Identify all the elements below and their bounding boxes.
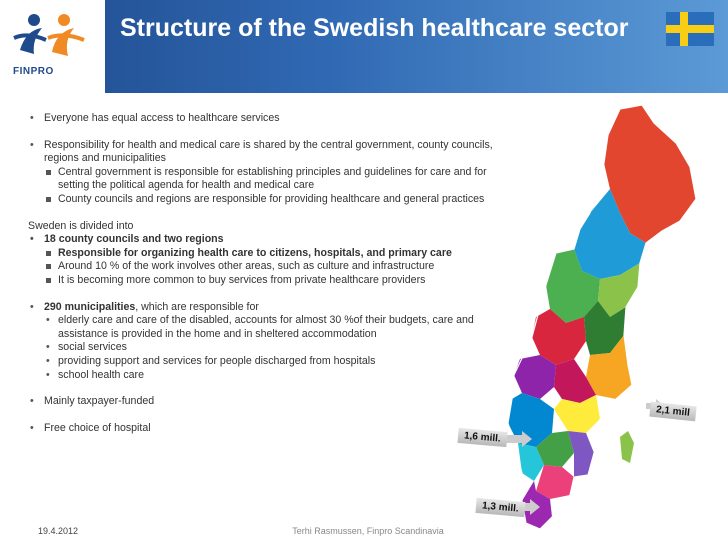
sweden-regions-map: [470, 103, 700, 535]
finpro-logo-icon: [12, 6, 92, 64]
callout-malmo: 1,3 mill.: [475, 498, 525, 517]
divided-intro: Sweden is divided into: [28, 219, 134, 232]
bullet-responsibility: • Responsibility for health and medical care is shared by the central government, county councils, regions and municipalities: [28, 139, 498, 166]
municipalities-count: 290 municipalities: [44, 300, 136, 313]
sub-bullet-discharge-support: • providing support and services for people discharged from hospitals: [28, 355, 498, 369]
bullet-list: [28, 112, 498, 435]
sub-bullet-organizing-care: Responsible for organizing health care to citizens, hospitals, and primary care: [28, 247, 498, 261]
footer-presenter: Terhi Rasmussen, Finpro Scandinavia: [292, 526, 444, 536]
region-gotland: [620, 431, 634, 463]
bullet-taxpayer-funded: • Mainly taxpayer-funded: [28, 395, 498, 409]
header-banner: [0, 0, 728, 93]
logo: [0, 0, 105, 93]
callout-stockholm: 2,1 mill: [649, 402, 696, 422]
region-kronoberg-blekinge: [536, 465, 574, 499]
sub-bullet-central-government: Central government is responsible for establishing principles and guidelines for care and for setting the political agenda for health and medical care: [28, 166, 498, 193]
bullet-free-choice: • Free choice of hospital: [28, 422, 498, 436]
sub-bullet-private-providers: It is becoming more common to buy services from private healthcare providers: [28, 274, 498, 288]
footer-date: 19.4.2012: [38, 526, 79, 536]
page-title: Structure of the Swedish healthcare sector: [120, 14, 629, 42]
bullet-county-councils: • 18 county councils and two regions: [28, 233, 498, 247]
sub-bullet-school-health: • school health care: [28, 369, 498, 383]
sweden-flag-icon: [666, 12, 714, 46]
callout-gothenburg: 1,6 mill.: [457, 428, 507, 447]
sub-bullet-other-areas: Around 10 % of the work involves other areas, such as culture and infrastructure: [28, 260, 498, 274]
bullet-equal-access: • Everyone has equal access to healthcare services: [28, 112, 498, 126]
bullet-municipalities: [28, 301, 498, 315]
municipalities-rest: , which are responsible for: [135, 300, 259, 313]
sub-bullet-county-councils: County councils and regions are responsible for providing healthcare and general practices: [28, 193, 498, 207]
sub-bullet-elderly-care: • elderly care and care of the disabled, accounts for almost 30 %of their budgets, care and assistance is provided in the home and in sheltered accommodation: [28, 314, 498, 341]
logo-text: FINPRO: [13, 66, 54, 77]
sub-bullet-social-services: • social services: [28, 341, 498, 355]
